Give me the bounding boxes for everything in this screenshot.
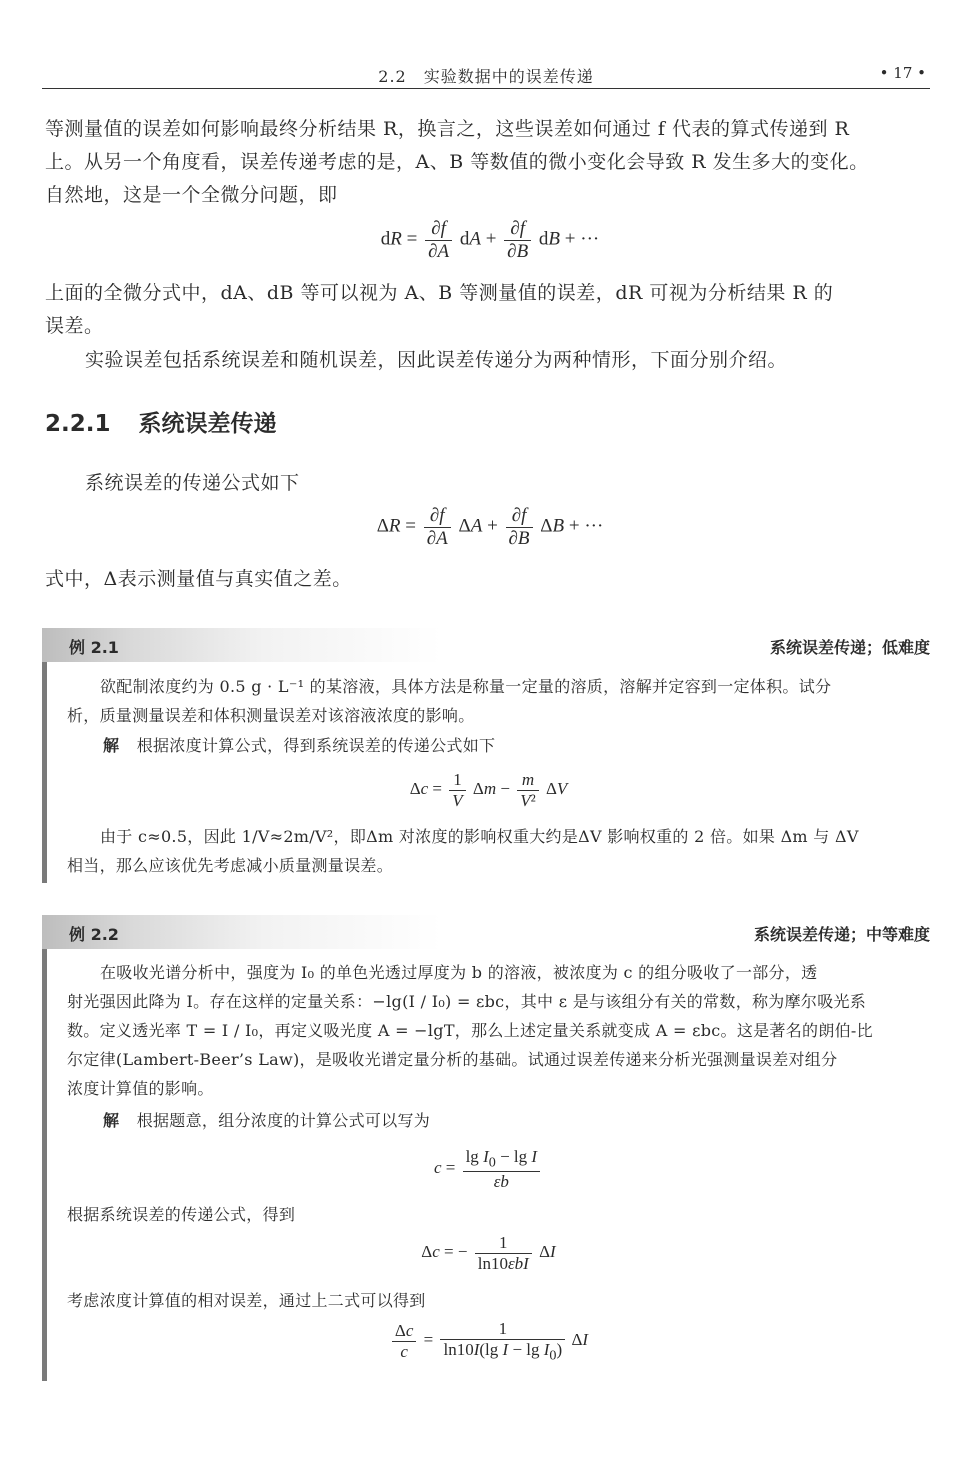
solution-line (103, 731, 920, 761)
intro-p3: 实验误差包括系统误差和随机误差，因此误差传递分为两种情形，下面分别介绍。 (85, 349, 788, 371)
example-line: 欲配制浓度约为 0.5 g · L⁻¹ 的某溶液，具体方法是称量一定量的溶质，溶解并定容到一定体积。试分 (100, 677, 832, 696)
solution-text: 根据题意，组分浓度的计算公式可以写为 (136, 1111, 431, 1130)
section-heading (45, 405, 277, 438)
example-line: 根据系统误差的传递公式，得到 (67, 1205, 296, 1224)
example-line: 相当，那么应该优先考虑减小质量测量误差。 (67, 856, 394, 875)
page-number: • 17 • (879, 64, 926, 82)
example-2-2-box (42, 915, 930, 1381)
example-difficulty: 系统误差传递；低难度 (769, 638, 930, 657)
concentration-formula: c = $\frac{\lg I_0 - \lg I}{\varepsilon b}$ (47, 1147, 930, 1191)
solution-label: 解 (103, 736, 120, 755)
section-title: 系统误差传递 (138, 411, 277, 437)
section-number: 2.2.1 (45, 411, 111, 437)
example-2-1-box (42, 628, 930, 883)
concentration-error-equation: Δc = − $\frac{1}{\text{ln10εbI}}$ ΔI (421, 1233, 556, 1273)
sys-intro: 系统误差的传递公式如下 (85, 472, 300, 494)
example-tag: 例 2.2 (69, 925, 119, 944)
solution-text: 根据浓度计算公式，得到系统误差的传递公式如下 (136, 736, 496, 755)
solution-label: 解 (103, 1111, 120, 1130)
relative-error-equation: $\frac{\Delta c}{c}$ = $\frac{1}{\ln 10I(\lg I - \lg I_0)}$ ΔI (47, 1319, 930, 1363)
solution-line (103, 1106, 920, 1136)
example-line: 浓度计算值的影响。 (67, 1079, 214, 1098)
intro-p2-line-2: 误差。 (45, 315, 104, 337)
example-line: 析，质量测量误差和体积测量误差对该溶液浓度的影响。 (67, 706, 475, 725)
total-differential-equation: dR = $\frac{\partial f}{\partial A}$ dA + $\frac{\partial f}{\partial B}$ dB + ··· (380, 218, 600, 262)
intro-p2-line-1: 上面的全微分式中，dA、dB 等可以视为 A、B 等测量值的误差，dR 可视为分析结果 R 的 (45, 282, 834, 304)
example-line: 尔定律(Lambert-Beer’s Law)，是吸收光谱定量分析的基础。试通过误差传递来分析光强测量误差对组分 (67, 1050, 838, 1069)
example-line: 由于 c≈0.5，因此 1/V≈2m/V²，即Δm 对浓度的影响权重大约是ΔV 影响权重的 2 倍。如果 Δm 与 ΔV (100, 827, 859, 846)
sys-delta-note: 式中，Δ表示测量值与真实值之差。 (45, 568, 352, 590)
example-tag: 例 2.1 (69, 638, 119, 657)
header-title: 2.2 实验数据中的误差传递 (378, 67, 594, 86)
intro-line-1: 等测量值的误差如何影响最终分析结果 R，换言之，这些误差如何通过 f 代表的算式传递到 R (45, 118, 850, 140)
example-line: 考虑浓度计算值的相对误差，通过上二式可以得到 (67, 1291, 426, 1310)
example-line: 射光强因此降为 I。存在这样的定量关系：−lg(I / I₀) = εbc，其中 ε 是与该组分有关的常数，称为摩尔吸光系 (67, 992, 867, 1011)
running-header (42, 62, 930, 89)
example-line: 数。定义透光率 T = I / I₀，再定义吸光度 A = −lgT，那么上述定量关系就变成 A = εbc。这是著名的朗伯-比 (67, 1021, 873, 1040)
example-difficulty: 系统误差传递；中等难度 (753, 925, 930, 944)
example-line: 在吸收光谱分析中，强度为 I₀ 的单色光透过厚度为 b 的溶液，被浓度为 c 的组分吸收了一部分，透 (100, 963, 818, 982)
intro-line-3: 自然地，这是一个全微分问题，即 (45, 184, 338, 206)
concentration-error-equation: Δc = $\frac{1}{V}$ Δm − $\frac{m}{\text{V²}}$ ΔV (409, 770, 568, 810)
systematic-error-equation: ΔR = $\frac{\partial f}{\partial A}$ ΔA + $\frac{\partial f}{\partial B}$ ΔB + ··· (376, 505, 604, 549)
intro-line-2: 上。从另一个角度看，误差传递考虑的是，A、B 等数值的微小变化会导致 R 发生多大的变化。 (45, 151, 869, 173)
